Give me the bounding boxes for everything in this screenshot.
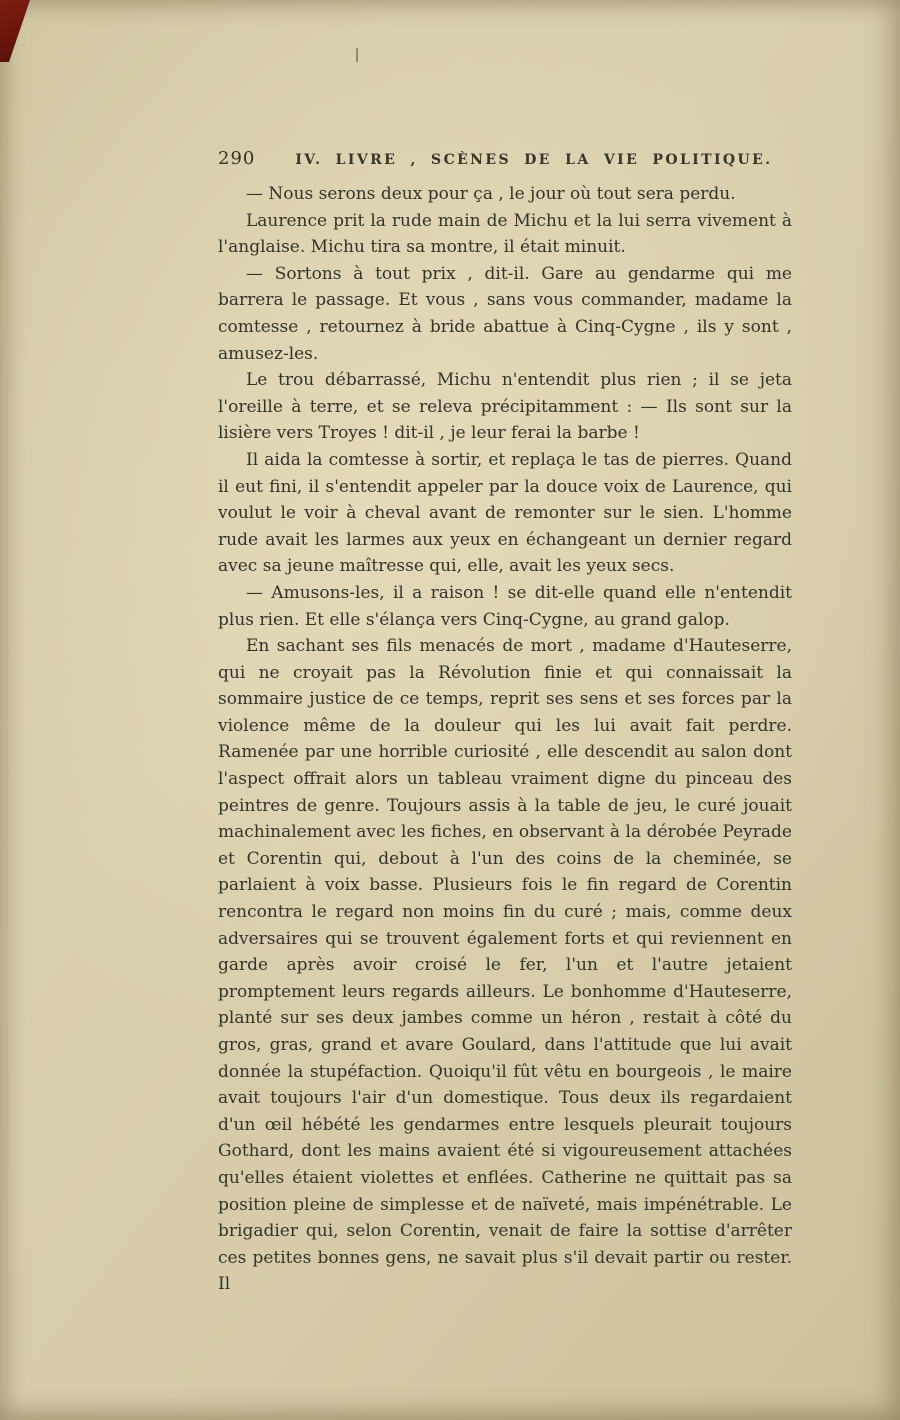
paragraph: Il aida la comtesse à sortir, et replaça le tas de pierres. Quand il eut fini, il s'entendit appeler par la douce voix de Laurence, qui voulut le voir à cheval avant de remonter sur le sien. L'homme rude avait les larmes aux yeux en échangeant un dernier regard avec sa jeune maîtresse qui, elle, avait les yeux secs. [218,449,792,577]
red-bookmark-corner [0,0,30,62]
paragraph: — Nous serons deux pour ça , le jour où tout sera perdu. [246,184,736,204]
running-title: IV. LIVRE , SCÈNES DE LA VIE POLITIQUE. [295,152,773,168]
scan-artifact-tick [356,48,358,62]
paragraph: Le trou débarrassé, Michu n'entendit plus rien ; il se jeta l'oreille à terre, et se releva précipitamment : — Ils sont sur la lisière vers Troyes ! dit-il , je leur ferai la barbe ! [218,370,792,444]
page-number: 290 [218,148,256,169]
paragraph: Laurence prit la rude main de Michu et la lui serra vivement à l'anglaise. Michu tira sa montre, il était minuit. [218,210,792,258]
page-content [218,148,792,1298]
text-block [218,181,792,1298]
page-header [218,148,792,169]
paragraph: En sachant ses fils menacés de mort , madame d'Hauteserre, qui ne croyait pas la Révolution finie et qui connaissait la sommaire justice de ce temps, reprit ses sens et ses forces par la violence même de la douleur qui les lui avait fait perdre. Ramenée par une horrible curiosité , elle descendit au salon dont l'aspect offrait alors un tableau vraiment digne du pinceau des peintres de genre. Toujours assis à la table de jeu, le curé jouait machinalement avec les fiches, en observant à la dérobée Peyrade et Corentin qui, debout à l'un des coins de la cheminée, se parlaient à voix basse. Plusieurs fois le fin regard de Corentin rencontra le regard non moins fin du curé ; mais, comme deux adversaires qui se trouvent également forts et qui reviennent en garde après avoir croisé le fer, l'un et l'autre jetaient promptement leurs regards ailleurs. Le bonhomme d'Hauteserre, planté sur ses deux jambes comme un héron , restait à côté du gros, gras, grand et avare Goulard, dans l'attitude que lui avait donnée la stupéfaction. Quoiqu'il fût vêtu en bourgeois , le maire avait toujours l'air d'un domestique. Tous deux ils regardaient d'un œil hébété les gendarmes entre lesquels pleurait toujours Gothard, dont les mains avaient été si vigoureusement attachées qu'elles étaient violettes et enflées. Catherine ne quittait pas sa position pleine de simplesse et de naïveté, mais impénétrable. Le brigadier qui, selon Corentin, venait de faire la sottise d'arrêter ces petites bonnes gens, ne savait plus s'il devait partir ou rester. Il [218,636,792,1295]
paragraph: — Amusons-les, il a raison ! se dit-elle quand elle n'entendit plus rien. Et elle s'élança vers Cinq-Cygne, au grand galop. [218,582,792,630]
paragraph: — Sortons à tout prix , dit-il. Gare au gendarme qui me barrera le passage. Et vous , sans vous commander, madame la comtesse , retournez à bride abattue à Cinq-Cygne , ils y sont , amusez-les. [218,263,792,364]
